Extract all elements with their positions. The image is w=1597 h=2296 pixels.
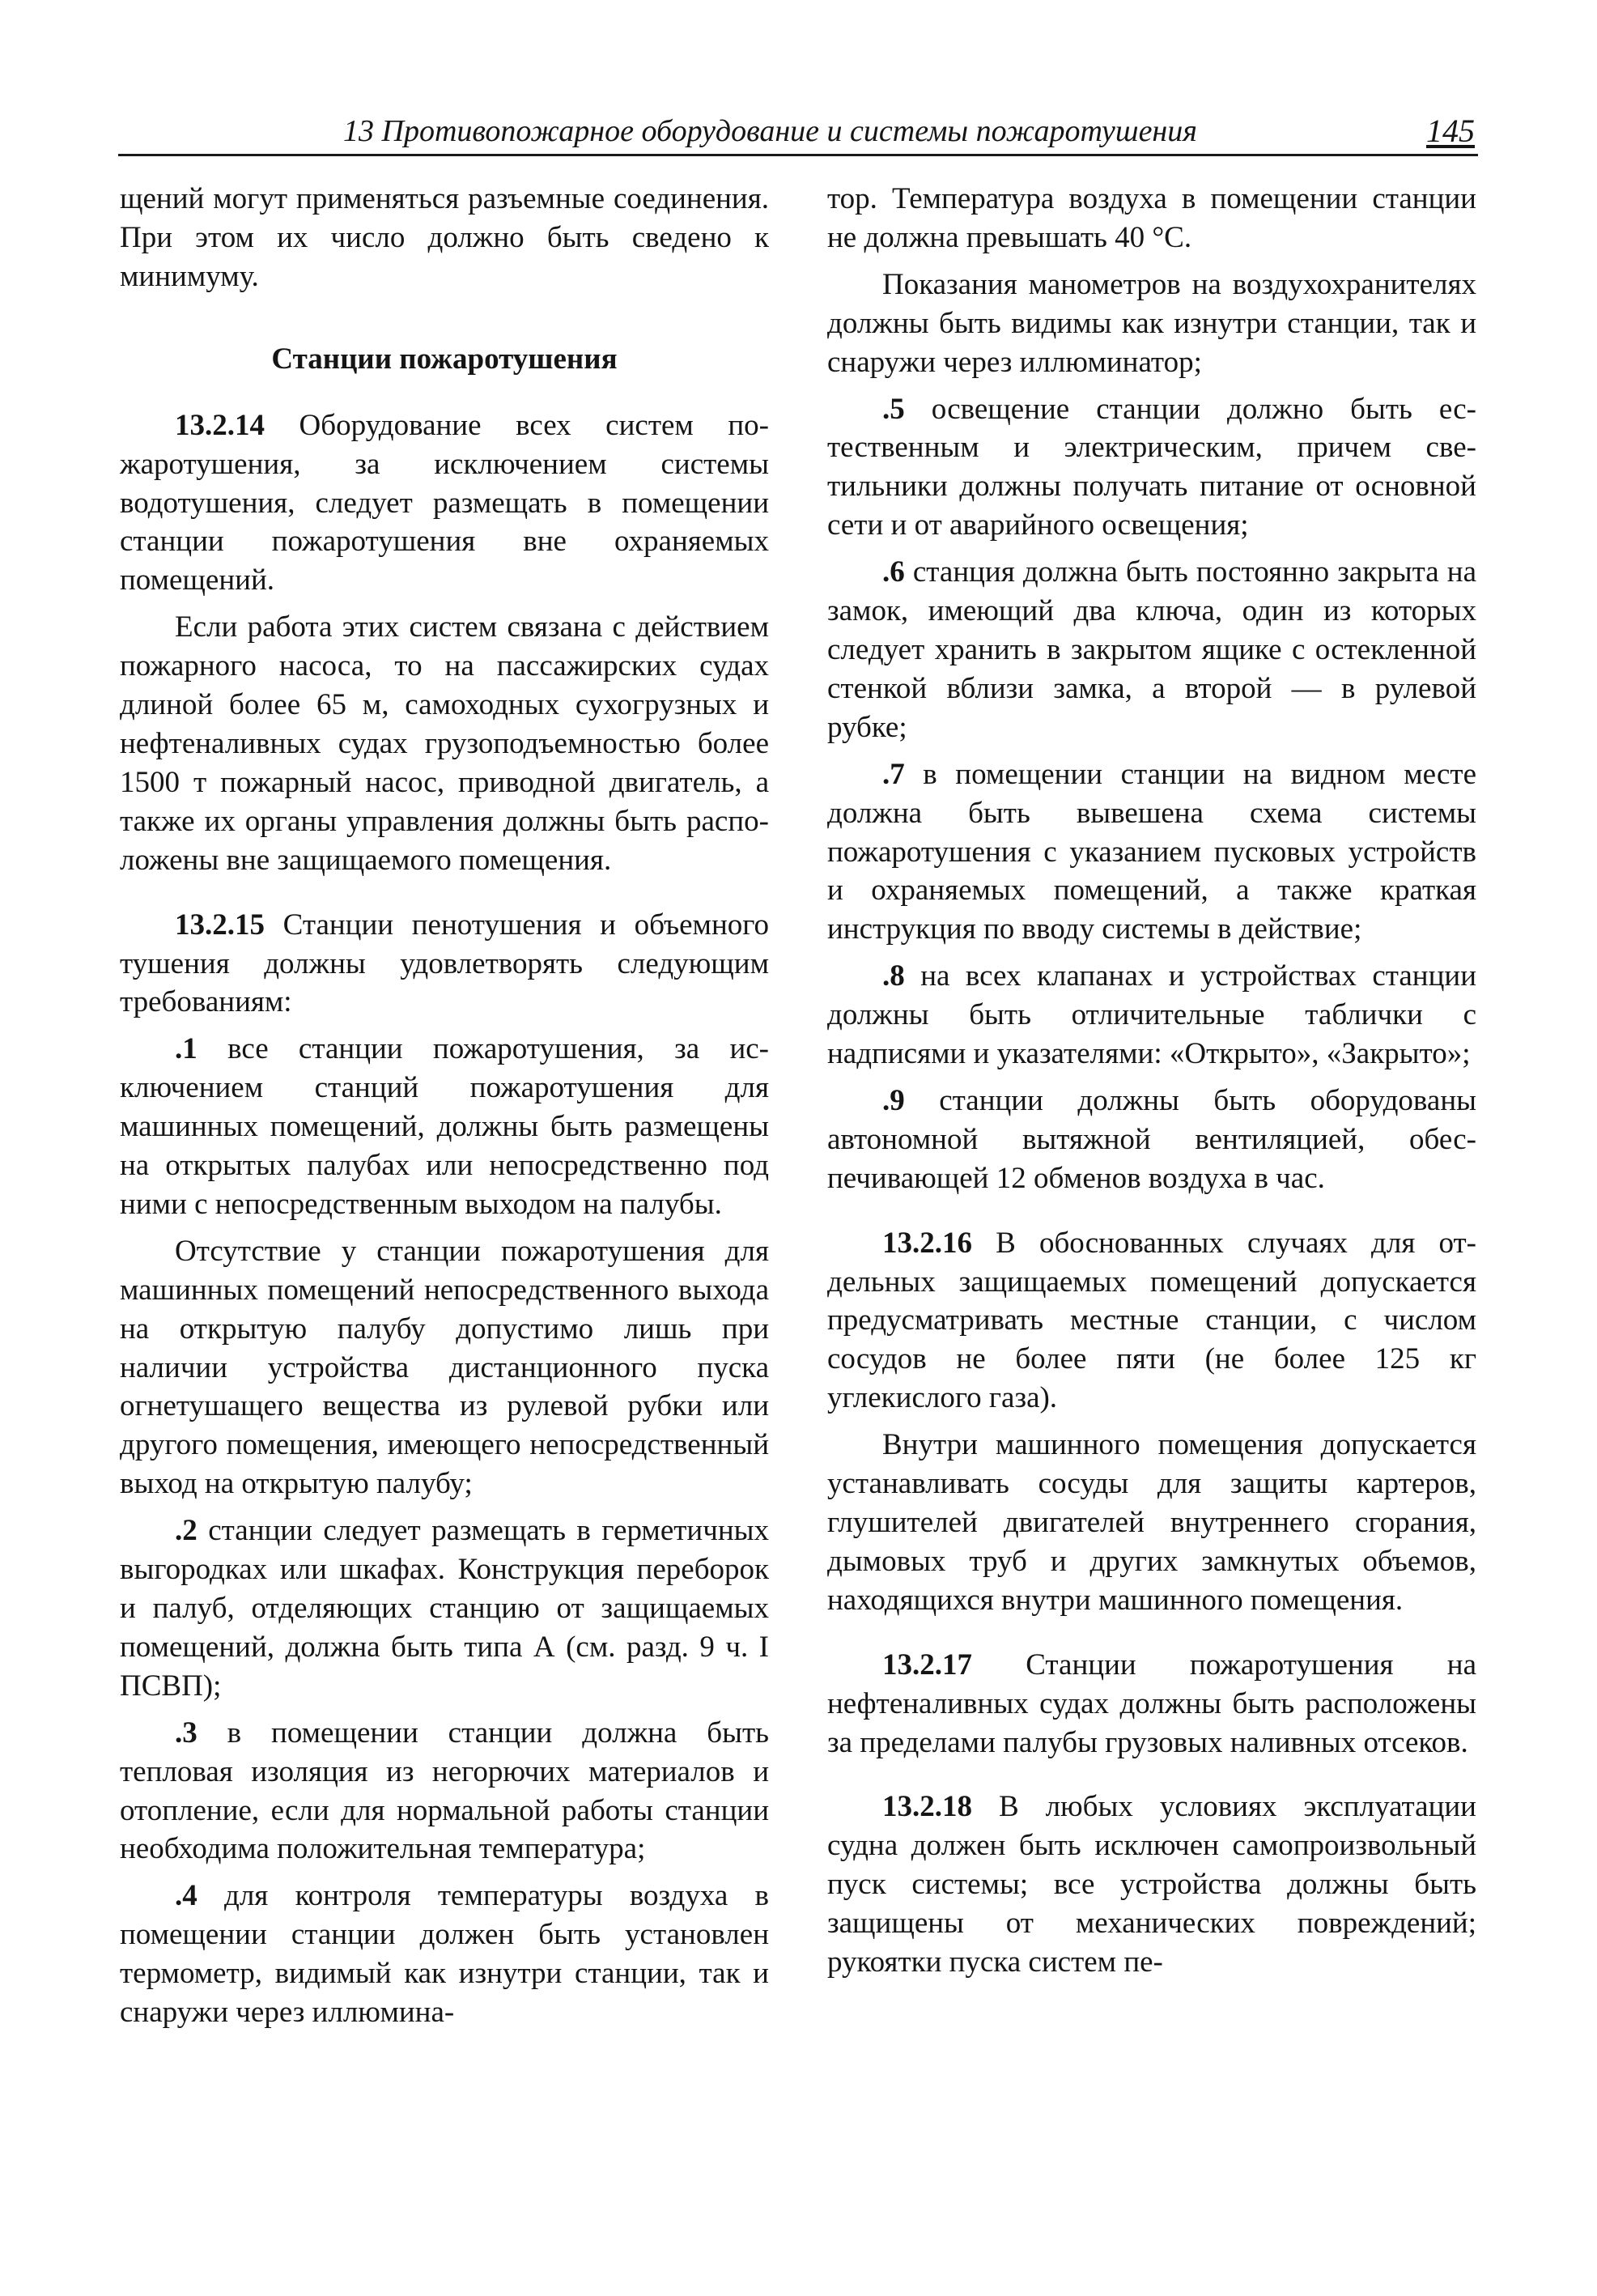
item-text: станции следует размещать в герметичных выгородках или шкафах. Конструкция переборок и палуб, отделяющих станцию от защищаемых помещений, должна быть типа А (см. разд. 9 ч. I ПСВП); [120,1514,769,1703]
right-column [827,180,1476,1982]
running-header [118,112,1478,156]
header-title: 13 Противопожарное оборудование и системы пожаротушения [343,114,1197,148]
item-3 [120,1714,769,1869]
item-2 [120,1512,769,1706]
item-4 [120,1877,769,2032]
item-text: для контроля температуры воздуха в помещении станции должен быть установлен термометр, видимый как изнутри станции, так и снаружи через иллюмина- [120,1879,769,2030]
item-1 [120,1030,769,1224]
item-number: .6 [882,555,905,589]
item-number: .1 [175,1032,198,1066]
clause-number: 13.2.14 [175,408,265,442]
paragraph: щений могут применяться разъемные соединения. При этом их число должно быть сведено к минимуму. [120,182,769,293]
clause-13-2-16 [827,1224,1476,1418]
clause-number: 13.2.18 [882,1790,972,1824]
paragraph: тор. Температура воздуха в помещении станции не должна превышать 40 °С. [827,182,1476,254]
paragraph: Если работа этих систем связана с действием пожарного насоса, то на пассажирских судах длиной более 65 м, самоходных сухогрузных и нефтеналивных судах грузоподъемностью более 1500 т пожарный насос, приводной двигатель, а также их органы управления должны быть расположены вне защищаемого помещения. [120,610,769,877]
clause-number: 13.2.15 [175,908,265,942]
item-text: на всех клапанах и устройствах станции должны быть отличительные таблички с надписями и указателями: «Открыто», «Закрыто»; [827,959,1476,1071]
clause-number: 13.2.17 [882,1648,972,1682]
item-number: .7 [882,757,905,791]
item-5 [827,390,1476,546]
item-number: .9 [882,1083,905,1117]
item-text: станции должны быть оборудованы автономной вытяжной вентиляцией, обеспечивающей 12 обменов воздуха в час. [827,1083,1476,1195]
paragraph: Показания манометров на воздухохранителях должны быть видимы как изнутри станции, так и снаружи через иллюминатор; [827,267,1476,379]
clause-text: Оборудование всех систем пожаротушения, за исключением системы водотушения, следует размещать в помещении станции пожаротушения вне охраняемых помещений. [120,408,769,597]
clause-text: В любых условиях эксплуатации судна должен быть исключен самопроизвольный пуск системы; все устройства должны быть защищены от механических повреждений; рукоятки пуска систем пе- [827,1790,1476,1979]
item-6 [827,553,1476,747]
clause-text: В обоснованных случаях для отдельных защищаемых помещений допускается предусматривать местные станции, с числом сосудов не более пяти (не более 125 кг углекислого газа). [827,1226,1476,1415]
item-number: .2 [175,1514,198,1548]
item-text: станция должна быть постоянно закрыта на замок, имеющий два ключа, один из которых следует хранить в закрытом ящике с остекленной стенкой вблизи замка, а второй — в рулевой рубке; [827,555,1476,744]
item-7 [827,755,1476,950]
item-8 [827,957,1476,1074]
paragraph: Отсутствие у станции пожаротушения для машинных помещений непосредственного выхода на открытую палубу допустимо лишь при наличии устройства дистанционного пуска огнетушащего вещества из рулевой рубки или другого помещения, имеющего непосредственный выход на открытую палубу; [120,1234,769,1501]
clause-13-2-15 [120,906,769,1023]
section-heading: Станции пожаротушения [271,342,618,376]
item-number: .5 [882,392,905,426]
item-text: в помещении станции должна быть тепловая изоляция из негорючих материалов и отопление, если для нормальной работы станции необходима положительная температура; [120,1716,769,1866]
paragraph: Внутри машинного помещения допускается устанавливать сосуды для защиты картеров, глушителей двигателей внутреннего сгорания, дымовых труб и других замкнутых объемов, находящихся внутри машинного помещения. [827,1428,1476,1617]
item-text: в помещении станции на видном месте должна быть вывешена схема системы пожаротушения с указанием пусковых устройств и охраняемых помещений, а также краткая инструкция по вводу системы в действие; [827,757,1476,946]
item-text: все станции пожаротушения, за исключением станций пожаротушения для машинных помещений, должны быть размещены на открытых палубах или непосредственно под ними с непосредственным выходом на палубы. [120,1032,769,1221]
left-column [120,180,769,2032]
clause-number: 13.2.16 [882,1226,972,1260]
clause-text: Станции пенотушения и объемного тушения должны удовлетворять следующим требованиям: [120,908,769,1019]
item-number: .8 [882,959,905,993]
page-number: 145 [1426,113,1475,149]
item-9 [827,1082,1476,1198]
clause-text: Станции пожаротушения на нефтеналивных судах должны быть расположены за пределами палубы грузовых наливных отсеков. [827,1648,1476,1759]
item-number: .4 [175,1879,198,1913]
clause-13-2-17 [827,1646,1476,1762]
clause-13-2-18 [827,1788,1476,1982]
item-text: освещение станции должно быть естественным и электрическим, причем светильники должны получать питание от основной сети и от аварийного освещения; [827,392,1476,542]
item-number: .3 [175,1716,198,1750]
clause-13-2-14 [120,406,769,601]
